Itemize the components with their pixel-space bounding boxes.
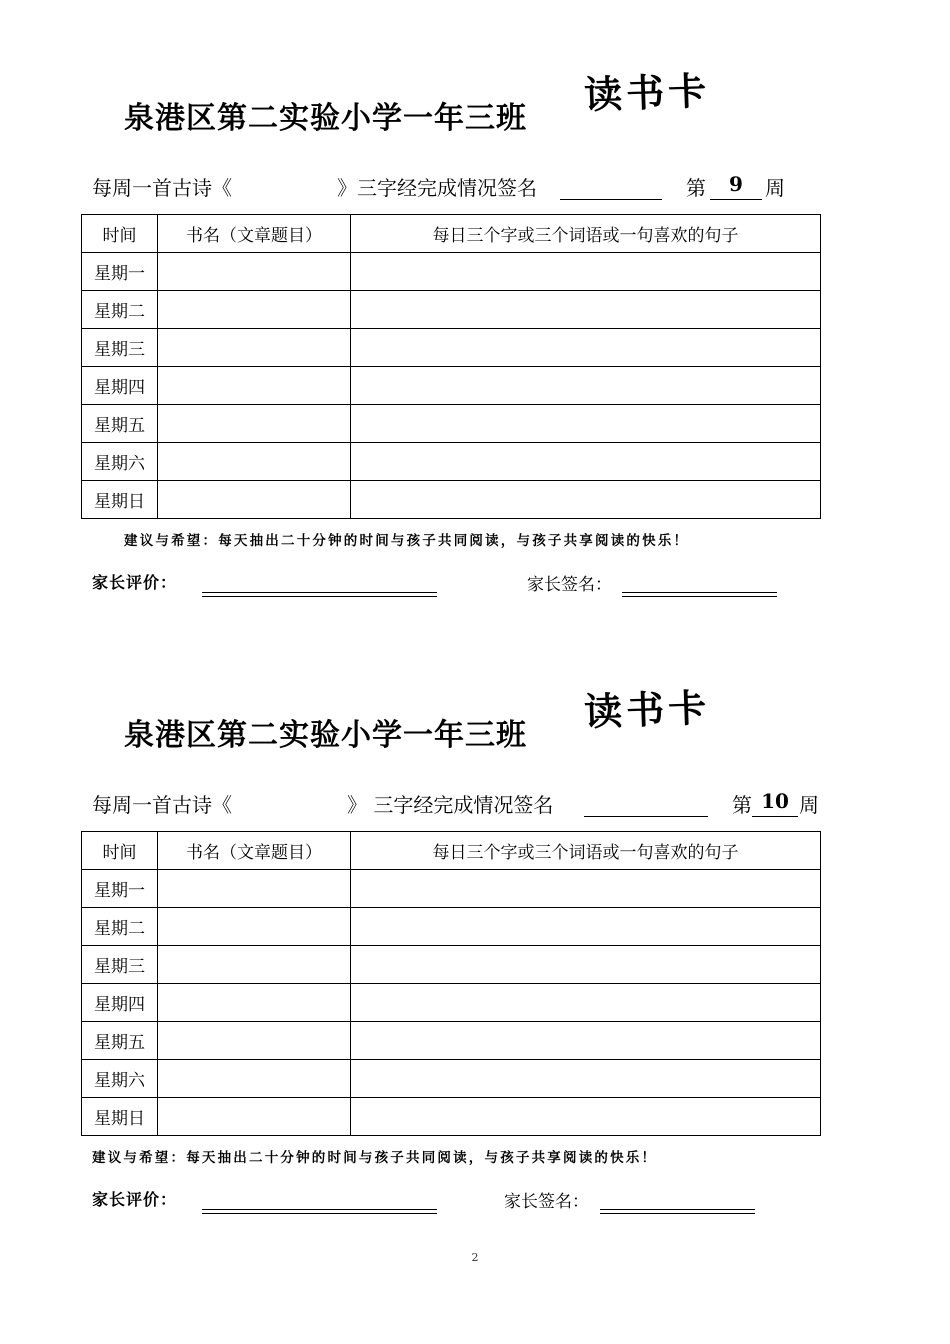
week-prefix: 第 [732,793,752,817]
day-label: 星期四 [82,367,158,405]
card-title-suffix: 读书卡 [583,685,711,735]
words-cell[interactable] [351,253,821,291]
table-row [82,291,821,329]
signature-row [0,568,950,600]
day-label: 星期三 [82,329,158,367]
table-row [82,946,821,984]
poem-label: 每周一首古诗《 [92,176,232,200]
header-time: 时间 [82,215,158,253]
book-cell[interactable] [158,291,351,329]
parent-signature-blank[interactable] [622,592,777,597]
words-cell[interactable] [351,1060,821,1098]
header-book-title: 书名（文章题目） [158,215,351,253]
words-cell[interactable] [351,367,821,405]
signature-row [0,1185,950,1217]
day-label: 星期二 [82,291,158,329]
table-header-row [82,215,821,253]
table-row [82,481,821,519]
day-label: 星期日 [82,1098,158,1136]
info-line [0,172,950,202]
day-label: 星期五 [82,1022,158,1060]
card-title-suffix: 读书卡 [583,68,711,118]
parent-signature-blank[interactable] [600,1209,755,1214]
book-cell[interactable] [158,253,351,291]
book-cell[interactable] [158,1060,351,1098]
week-number: 9 [729,172,743,196]
words-cell[interactable] [351,443,821,481]
book-cell[interactable] [158,443,351,481]
table-row [82,443,821,481]
advice-text: 建议与希望：每天抽出二十分钟的时间与孩子共同阅读，与孩子共享阅读的快乐！ [124,533,690,549]
signature-blank[interactable] [560,199,662,200]
poem-label: 每周一首古诗《 [92,793,232,817]
header-time: 时间 [82,832,158,870]
words-cell[interactable] [351,908,821,946]
week-number-underline [752,816,798,817]
book-cell[interactable] [158,908,351,946]
day-label: 星期二 [82,908,158,946]
day-label: 星期四 [82,984,158,1022]
header-book-title: 书名（文章题目） [158,832,351,870]
words-cell[interactable] [351,1098,821,1136]
table-row [82,984,821,1022]
table-row [82,1098,821,1136]
info-line [0,789,950,819]
book-cell[interactable] [158,946,351,984]
book-cell[interactable] [158,329,351,367]
table-header-row [82,832,821,870]
words-cell[interactable] [351,984,821,1022]
words-cell[interactable] [351,291,821,329]
words-cell[interactable] [351,481,821,519]
book-cell[interactable] [158,870,351,908]
words-cell[interactable] [351,870,821,908]
poem-close-label: 》三字经完成情况签名 [337,176,537,200]
day-label: 星期六 [82,443,158,481]
week-suffix: 周 [765,176,785,200]
card-title: 泉港区第二实验小学一年三班 [124,101,527,136]
page-number: 2 [471,1251,479,1264]
parent-evaluation-blank[interactable] [202,1209,437,1214]
header-daily-words: 每日三个字或三个词语或一句喜欢的句子 [351,832,821,870]
book-cell[interactable] [158,367,351,405]
words-cell[interactable] [351,405,821,443]
table-row [82,329,821,367]
parent-signature-label: 家长签名： [527,575,612,595]
parent-evaluation-blank[interactable] [202,592,437,597]
reading-log-table [81,831,821,1136]
book-cell[interactable] [158,481,351,519]
advice-text: 建议与希望：每天抽出二十分钟的时间与孩子共同阅读，与孩子共享阅读的快乐！ [92,1150,658,1166]
reading-log-table [81,214,821,519]
words-cell[interactable] [351,946,821,984]
day-label: 星期三 [82,946,158,984]
day-label: 星期五 [82,405,158,443]
day-label: 星期一 [82,253,158,291]
day-label: 星期日 [82,481,158,519]
parent-evaluation-label: 家长评价： [92,1190,178,1209]
table-row [82,908,821,946]
words-cell[interactable] [351,1022,821,1060]
book-cell[interactable] [158,405,351,443]
parent-evaluation-label: 家长评价： [92,573,178,592]
header-daily-words: 每日三个字或三个词语或一句喜欢的句子 [351,215,821,253]
day-label: 星期六 [82,1060,158,1098]
table-row [82,1060,821,1098]
book-cell[interactable] [158,984,351,1022]
table-row [82,253,821,291]
day-label: 星期一 [82,870,158,908]
book-cell[interactable] [158,1022,351,1060]
week-number-underline [710,199,762,200]
words-cell[interactable] [351,329,821,367]
table-row [82,405,821,443]
book-cell[interactable] [158,1098,351,1136]
week-suffix: 周 [799,793,819,817]
table-row [82,870,821,908]
poem-close-label: 》 三字经完成情况签名 [347,793,554,817]
table-row [82,367,821,405]
card-title: 泉港区第二实验小学一年三班 [124,718,527,753]
table-row [82,1022,821,1060]
week-number: 10 [761,789,789,813]
week-prefix: 第 [686,176,706,200]
signature-blank[interactable] [584,816,708,817]
parent-signature-label: 家长签名： [504,1192,589,1212]
